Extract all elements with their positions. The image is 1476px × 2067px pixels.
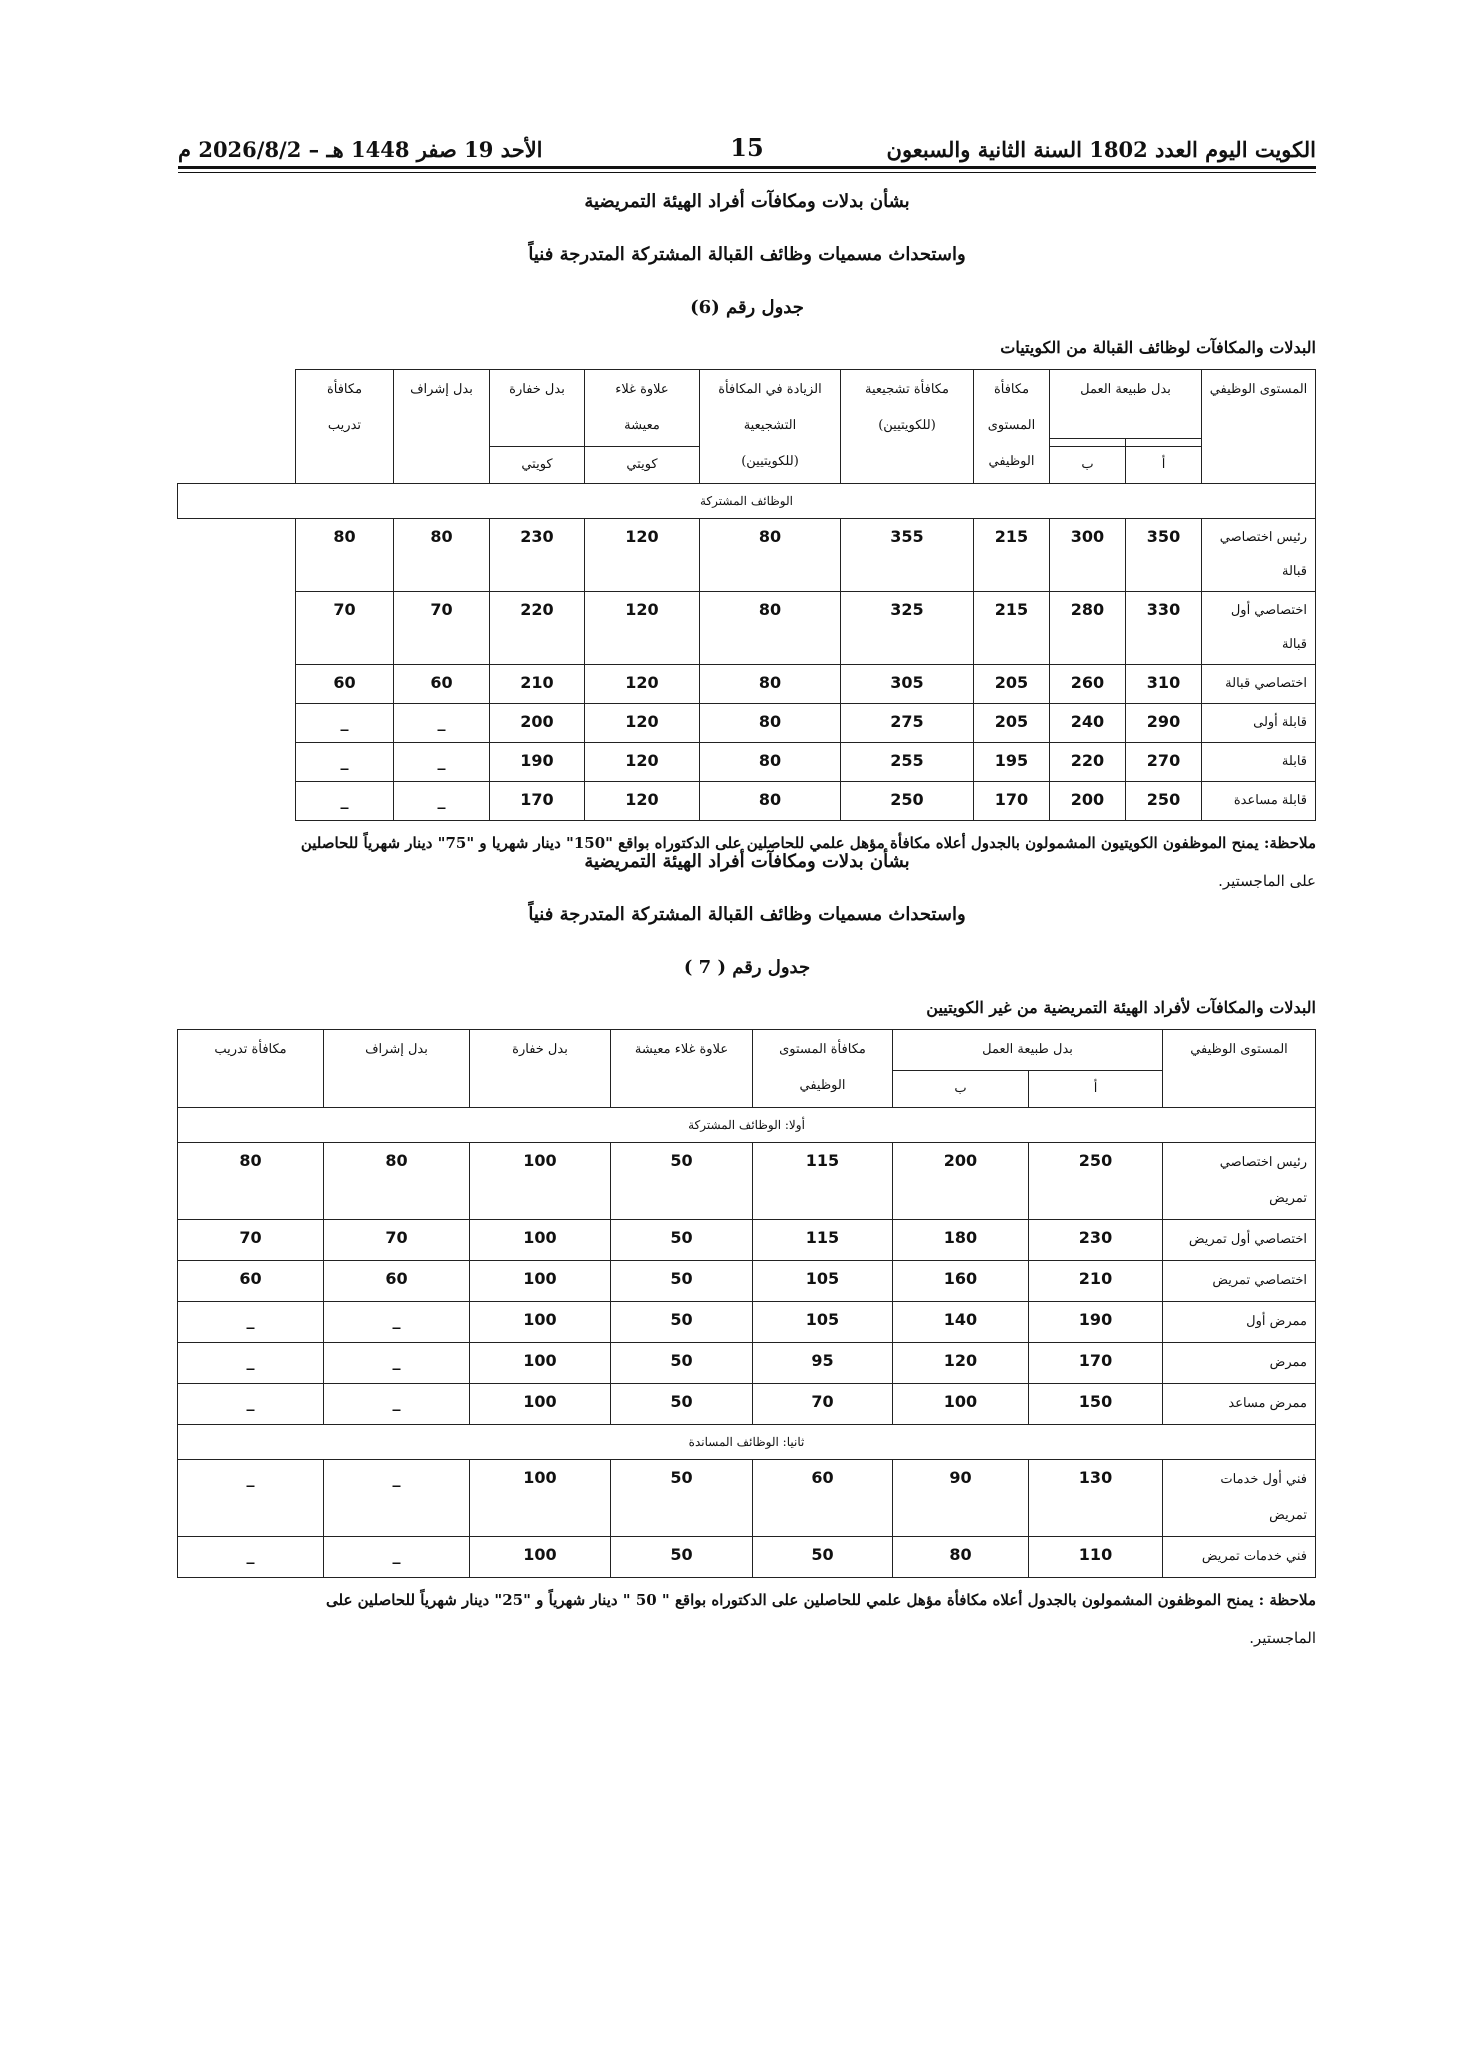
cell-cola: 120 bbox=[584, 743, 699, 782]
cell-shift: 190 bbox=[489, 743, 584, 782]
cell-incentive: 255 bbox=[840, 743, 973, 782]
cell-work-b: 80 bbox=[892, 1537, 1028, 1578]
cell-work-a: 230 bbox=[1029, 1220, 1163, 1261]
col-level-reward-l1: مكافأة bbox=[993, 382, 1030, 397]
col-cola bbox=[584, 370, 699, 447]
cell-cola: 50 bbox=[610, 1143, 752, 1220]
row-level bbox=[1163, 1220, 1316, 1261]
table-row bbox=[177, 743, 1315, 782]
cell-training: _ bbox=[177, 1537, 323, 1578]
t7-col-level-reward-l2: الوظيفي bbox=[799, 1078, 846, 1093]
col-work-b: ب bbox=[1049, 447, 1125, 484]
group-shared-jobs: الوظائف المشتركة bbox=[177, 484, 1315, 519]
row-level: اختصاصي قبالة bbox=[1202, 665, 1316, 704]
col-training bbox=[295, 370, 393, 484]
table-6 bbox=[177, 369, 1316, 821]
col-increase-l2: التشجيعية bbox=[743, 418, 797, 433]
row-level bbox=[1163, 1261, 1316, 1302]
cell-level-reward: 60 bbox=[752, 1460, 892, 1537]
cell-supervision: 80 bbox=[323, 1143, 469, 1220]
row-level-line1: رئيس اختصاصي bbox=[1219, 1155, 1307, 1170]
cell-level-reward: 195 bbox=[973, 743, 1049, 782]
col-work-b-spacer bbox=[1049, 438, 1125, 446]
cell-supervision: _ bbox=[393, 782, 489, 821]
row-level-line1: فني أول خدمات bbox=[1220, 1472, 1307, 1487]
cell-level-reward: 115 bbox=[752, 1220, 892, 1261]
col-level-reward bbox=[973, 370, 1049, 484]
cell-work-a: 330 bbox=[1126, 592, 1202, 665]
col-increase-l3: (للكويتيين) bbox=[741, 454, 799, 469]
cell-shift: 210 bbox=[489, 665, 584, 704]
col-work-a-spacer bbox=[1126, 438, 1202, 446]
cell-cola: 50 bbox=[610, 1220, 752, 1261]
cell-increase: 80 bbox=[699, 592, 840, 665]
row-level-line1: اختصاصي أول تمريض bbox=[1188, 1232, 1307, 1247]
cell-supervision: 70 bbox=[323, 1220, 469, 1261]
cell-increase: 80 bbox=[699, 519, 840, 592]
cell-training: 80 bbox=[177, 1143, 323, 1220]
row-level bbox=[1163, 1537, 1316, 1578]
cell-cola: 50 bbox=[610, 1261, 752, 1302]
row-level bbox=[1163, 1384, 1316, 1425]
cell-level-reward: 70 bbox=[752, 1384, 892, 1425]
col-incentive bbox=[840, 370, 973, 484]
row-level bbox=[1163, 1143, 1316, 1220]
row-level-line1: فني خدمات تمريض bbox=[1201, 1549, 1307, 1564]
table-row bbox=[177, 519, 1315, 592]
cell-training: _ bbox=[177, 1460, 323, 1537]
cell-training: _ bbox=[295, 743, 393, 782]
table-row bbox=[177, 1143, 1315, 1220]
row-level: قابلة bbox=[1202, 743, 1316, 782]
section1-title1: بشأن بدلات ومكافآت أفراد الهيئة التمريضية bbox=[584, 191, 910, 212]
cell-work-b: 120 bbox=[892, 1343, 1028, 1384]
cell-level-reward: 50 bbox=[752, 1537, 892, 1578]
cell-work-a: 250 bbox=[1126, 782, 1202, 821]
col-training-l2: تدريب bbox=[327, 418, 362, 433]
cell-shift: 100 bbox=[469, 1143, 610, 1220]
row-level-line1: ممرض مساعد bbox=[1228, 1396, 1307, 1411]
header-date: الأحد 19 صفر 1448 هـ – 2026/8/2 م bbox=[178, 137, 543, 162]
col-incentive-l2: (للكويتيين) bbox=[878, 418, 936, 433]
cell-work-b: 180 bbox=[892, 1220, 1028, 1261]
section-table-6 bbox=[178, 192, 1316, 900]
cell-cola: 50 bbox=[610, 1384, 752, 1425]
page-number: 15 bbox=[730, 133, 764, 162]
cell-training: 80 bbox=[295, 519, 393, 592]
cell-supervision: _ bbox=[323, 1343, 469, 1384]
cell-work-b: 200 bbox=[1049, 782, 1125, 821]
section1-table-number: جدول رقم (6) bbox=[690, 297, 804, 318]
t7-col-work-a: أ bbox=[1029, 1071, 1163, 1108]
cell-training: _ bbox=[177, 1343, 323, 1384]
cell-level-reward: 170 bbox=[973, 782, 1049, 821]
cell-work-a: 270 bbox=[1126, 743, 1202, 782]
cell-cola: 120 bbox=[584, 592, 699, 665]
table-row bbox=[177, 1343, 1315, 1384]
cell-level-reward: 215 bbox=[973, 519, 1049, 592]
cell-work-b: 140 bbox=[892, 1302, 1028, 1343]
cell-work-b: 300 bbox=[1049, 519, 1125, 592]
row-level-line1: اختصاصي تمريض bbox=[1212, 1273, 1307, 1288]
cell-increase: 80 bbox=[699, 782, 840, 821]
cell-level-reward: 205 bbox=[973, 665, 1049, 704]
row-level: اختصاصي أول قبالة bbox=[1202, 592, 1316, 665]
cell-work-b: 260 bbox=[1049, 665, 1125, 704]
cell-work-a: 250 bbox=[1029, 1143, 1163, 1220]
section2-title2: واستحداث مسميات وظائف القبالة المشتركة المتدرجة فنياً bbox=[528, 904, 966, 925]
cell-work-b: 240 bbox=[1049, 704, 1125, 743]
cell-cola: 120 bbox=[584, 665, 699, 704]
row-level-line1: ممرض أول bbox=[1246, 1314, 1307, 1329]
t7-col-cola: علاوة غلاء معيشة bbox=[610, 1030, 752, 1108]
cell-incentive: 250 bbox=[840, 782, 973, 821]
t7-col-work-b: ب bbox=[892, 1071, 1028, 1108]
table-row bbox=[177, 665, 1315, 704]
cell-incentive: 305 bbox=[840, 665, 973, 704]
cell-shift: 100 bbox=[469, 1537, 610, 1578]
cell-shift: 100 bbox=[469, 1220, 610, 1261]
table-row bbox=[177, 1384, 1315, 1425]
cell-incentive: 355 bbox=[840, 519, 973, 592]
cell-training: _ bbox=[177, 1384, 323, 1425]
cell-cola: 120 bbox=[584, 782, 699, 821]
row-level: قابلة أولى bbox=[1202, 704, 1316, 743]
cell-cola: 120 bbox=[584, 519, 699, 592]
cell-work-a: 290 bbox=[1126, 704, 1202, 743]
cell-shift: 100 bbox=[469, 1460, 610, 1537]
table-row bbox=[177, 1261, 1315, 1302]
cell-work-a: 130 bbox=[1029, 1460, 1163, 1537]
t7-col-shift: بدل خفارة bbox=[469, 1030, 610, 1108]
section1-note: ملاحظة: يمنح الموظفون الكويتيون المشمولون بالجدول أعلاه مكافأة مؤهل علمي للحاصلين على الدكتوراه بواقع "150" دينار شهريا و "75" دينار شهرياً للحاصلين bbox=[300, 834, 1316, 852]
t7-col-training: مكافأة تدريب bbox=[177, 1030, 323, 1108]
row-level-line2: تمريض bbox=[1269, 1508, 1307, 1523]
cell-shift: 100 bbox=[469, 1384, 610, 1425]
row-level: رئيس اختصاصي قبالة bbox=[1202, 519, 1316, 592]
t7-col-level: المستوى الوظيفي bbox=[1163, 1030, 1316, 1108]
cell-level-reward: 115 bbox=[752, 1143, 892, 1220]
header-rule-thin bbox=[178, 172, 1316, 173]
cell-shift: 230 bbox=[489, 519, 584, 592]
col-training-l1: مكافأة bbox=[326, 382, 363, 397]
cell-supervision: _ bbox=[323, 1302, 469, 1343]
cell-supervision: 80 bbox=[393, 519, 489, 592]
page-header bbox=[178, 118, 1316, 162]
cell-incentive: 275 bbox=[840, 704, 973, 743]
table-row bbox=[177, 1220, 1315, 1261]
section2-note-cont: الماجستير. bbox=[1249, 1629, 1316, 1647]
cell-work-b: 160 bbox=[892, 1261, 1028, 1302]
col-supervision: بدل إشراف bbox=[393, 370, 489, 484]
cell-training: 70 bbox=[177, 1220, 323, 1261]
t7-col-level-reward-l1: مكافأة المستوى bbox=[779, 1042, 866, 1057]
cell-cola: 50 bbox=[610, 1460, 752, 1537]
cell-training: 60 bbox=[177, 1261, 323, 1302]
col-cola-l2: معيشة bbox=[624, 418, 660, 433]
section1-caption: البدلات والمكافآت لوظائف القبالة من الكويتيات bbox=[1000, 338, 1316, 357]
section1-note-cont: على الماجستير. bbox=[1218, 872, 1316, 890]
header-issue: الكويت اليوم العدد 1802 السنة الثانية والسبعون bbox=[886, 137, 1316, 162]
table-row bbox=[177, 1302, 1315, 1343]
row-level-line1: ممرض bbox=[1269, 1355, 1307, 1370]
col-increase-l1: الزيادة في المكافأة bbox=[718, 382, 822, 397]
cell-supervision: _ bbox=[323, 1537, 469, 1578]
cell-increase: 80 bbox=[699, 704, 840, 743]
cell-level-reward: 105 bbox=[752, 1302, 892, 1343]
table-row bbox=[177, 782, 1315, 821]
section2-caption: البدلات والمكافآت لأفراد الهيئة التمريضية من غير الكويتيين bbox=[926, 998, 1316, 1017]
col-cola-l1: علاوة غلاء bbox=[615, 382, 669, 397]
col-level-reward-l2: المستوى bbox=[987, 418, 1036, 433]
cell-work-b: 100 bbox=[892, 1384, 1028, 1425]
cell-work-b: 220 bbox=[1049, 743, 1125, 782]
section1-title2: واستحداث مسميات وظائف القبالة المشتركة المتدرجة فنياً bbox=[528, 244, 966, 265]
cell-training: _ bbox=[295, 704, 393, 743]
cell-shift: 170 bbox=[489, 782, 584, 821]
cell-supervision: _ bbox=[393, 743, 489, 782]
cell-work-a: 310 bbox=[1126, 665, 1202, 704]
header-rule-thick bbox=[178, 166, 1316, 169]
col-cola-kuwaiti: كويتي bbox=[584, 447, 699, 484]
cell-level-reward: 205 bbox=[973, 704, 1049, 743]
section-table-7 bbox=[178, 852, 1316, 1657]
table-row bbox=[177, 1460, 1315, 1537]
col-level: المستوى الوظيفي bbox=[1202, 370, 1316, 484]
cell-cola: 50 bbox=[610, 1302, 752, 1343]
cell-supervision: 60 bbox=[323, 1261, 469, 1302]
col-work-nature: بدل طبيعة العمل bbox=[1049, 370, 1201, 439]
cell-level-reward: 95 bbox=[752, 1343, 892, 1384]
cell-level-reward: 215 bbox=[973, 592, 1049, 665]
cell-supervision: _ bbox=[323, 1460, 469, 1537]
col-incentive-l1: مكافأة تشجيعية bbox=[865, 382, 949, 397]
table-row bbox=[177, 1537, 1315, 1578]
table-7 bbox=[177, 1029, 1316, 1578]
cell-training: _ bbox=[295, 782, 393, 821]
cell-cola: 120 bbox=[584, 704, 699, 743]
cell-cola: 50 bbox=[610, 1343, 752, 1384]
col-work-a: أ bbox=[1126, 447, 1202, 484]
col-increase bbox=[699, 370, 840, 484]
t7-col-level-reward bbox=[752, 1030, 892, 1108]
col-shift-kuwaiti: كويتي bbox=[489, 447, 584, 484]
row-level-line2: تمريض bbox=[1269, 1191, 1307, 1206]
cell-supervision: 70 bbox=[393, 592, 489, 665]
cell-work-a: 150 bbox=[1029, 1384, 1163, 1425]
t7-col-work-nature: بدل طبيعة العمل bbox=[892, 1030, 1162, 1071]
cell-cola: 50 bbox=[610, 1537, 752, 1578]
cell-work-b: 90 bbox=[892, 1460, 1028, 1537]
cell-work-a: 170 bbox=[1029, 1343, 1163, 1384]
cell-shift: 100 bbox=[469, 1302, 610, 1343]
cell-increase: 80 bbox=[699, 743, 840, 782]
cell-incentive: 325 bbox=[840, 592, 973, 665]
row-level bbox=[1163, 1302, 1316, 1343]
row-level: قابلة مساعدة bbox=[1202, 782, 1316, 821]
cell-level-reward: 105 bbox=[752, 1261, 892, 1302]
cell-work-a: 190 bbox=[1029, 1302, 1163, 1343]
col-shift: بدل خفارة bbox=[489, 370, 584, 447]
row-level bbox=[1163, 1460, 1316, 1537]
col-level-reward-l3: الوظيفي bbox=[988, 454, 1035, 469]
row-level bbox=[1163, 1343, 1316, 1384]
cell-work-b: 200 bbox=[892, 1143, 1028, 1220]
cell-supervision: _ bbox=[323, 1384, 469, 1425]
t7-group-shared: أولا: الوظائف المشتركة bbox=[177, 1108, 1315, 1143]
cell-training: 70 bbox=[295, 592, 393, 665]
cell-shift: 200 bbox=[489, 704, 584, 743]
cell-supervision: _ bbox=[393, 704, 489, 743]
cell-training: 60 bbox=[295, 665, 393, 704]
cell-work-a: 350 bbox=[1126, 519, 1202, 592]
table-row bbox=[177, 592, 1315, 665]
cell-work-a: 210 bbox=[1029, 1261, 1163, 1302]
cell-work-a: 110 bbox=[1029, 1537, 1163, 1578]
cell-increase: 80 bbox=[699, 665, 840, 704]
cell-supervision: 60 bbox=[393, 665, 489, 704]
section2-note: ملاحظة : يمنح الموظفون المشمولون بالجدول أعلاه مكافأة مؤهل علمي للحاصلين على الدكتوراه بواقع " 50 " دينار شهرياً و "25" دينار شهرياً للحاصلين على bbox=[325, 1591, 1316, 1609]
cell-training: _ bbox=[177, 1302, 323, 1343]
section2-title1: بشأن بدلات ومكافآت أفراد الهيئة التمريضية bbox=[584, 851, 910, 872]
t7-group-support: ثانيا: الوظائف المساندة bbox=[177, 1425, 1315, 1460]
section2-table-number: جدول رقم ( 7 ) bbox=[683, 957, 811, 978]
table-row bbox=[177, 704, 1315, 743]
t7-col-supervision: بدل إشراف bbox=[323, 1030, 469, 1108]
cell-work-b: 280 bbox=[1049, 592, 1125, 665]
cell-shift: 220 bbox=[489, 592, 584, 665]
cell-shift: 100 bbox=[469, 1343, 610, 1384]
cell-shift: 100 bbox=[469, 1261, 610, 1302]
